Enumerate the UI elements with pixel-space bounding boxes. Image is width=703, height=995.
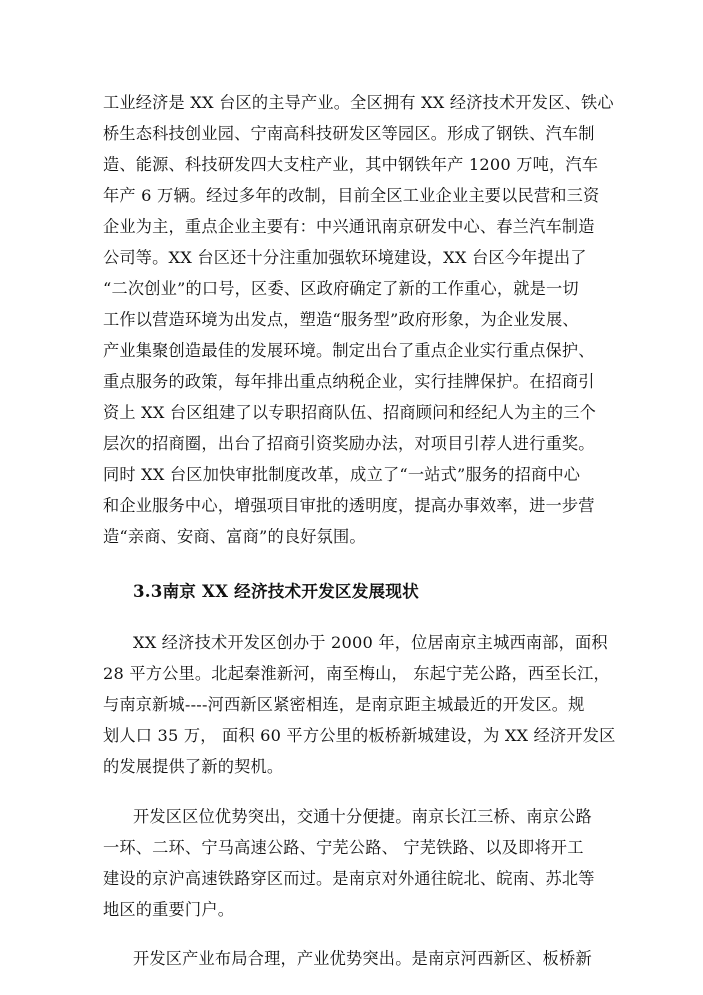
paragraph-line: 层次的招商圈，出台了招商引资奖励办法，对项目引荐人进行重奖。 bbox=[103, 434, 595, 453]
paragraph-line: 桥生态科技创业园、宁南高科技研发区等园区。形成了钢铁、汽车制 bbox=[103, 124, 595, 143]
paragraph-line: 的发展提供了新的契机。 bbox=[103, 757, 284, 776]
paragraph-line: 建设的京沪高速铁路穿区而过。是南京对外通往皖北、皖南、苏北等 bbox=[103, 869, 595, 888]
paragraph-line: XX 经济技术开发区创办于 2000 年，位居南京主城西南部，面积 bbox=[133, 633, 608, 652]
paragraph-line: 和企业服务中心，增强项目审批的透明度，提高办事效率，进一步营 bbox=[103, 496, 595, 515]
paragraph-line: 造、能源、科技研发四大支柱产业，其中钢铁年产 1200 万吨，汽车 bbox=[103, 155, 599, 174]
paragraph-line: 造“亲商、安商、富商”的良好氛围。 bbox=[103, 527, 366, 546]
section-heading: 3.3南京 XX 经济技术开发区发展现状 bbox=[133, 581, 419, 601]
paragraph-line: 产业集聚创造最佳的发展环境。制定出台了重点企业实行重点保护、 bbox=[103, 341, 595, 360]
paragraph-line: “二次创业”的口号，区委、区政府确定了新的工作重心，就是一切 bbox=[103, 279, 579, 298]
paragraph-line: 28 平方公里。北起秦淮新河，南至梅山， 东起宁芜公路，西至长江， bbox=[103, 664, 610, 683]
paragraph-line: 开发区区位优势突出，交通十分便捷。南京长江三桥、南京公路 bbox=[133, 807, 592, 826]
paragraph-line: 工作以营造环境为出发点，塑造“服务型”政府形象，为企业发展、 bbox=[103, 310, 579, 329]
paragraph-line: 公司等。XX 台区还十分注重加强软环境建设，XX 台区今年提出了 bbox=[103, 248, 587, 267]
paragraph-line: 与南京新城----河西新区紧密相连，是南京距主城最近的开发区。规 bbox=[103, 695, 585, 714]
paragraph-line: 同时 XX 台区加快审批制度改革，成立了“一站式”服务的招商中心 bbox=[103, 465, 581, 484]
paragraph-line: 开发区产业布局合理，产业优势突出。是南京河西新区、板桥新 bbox=[133, 949, 592, 968]
paragraph-line: 资上 XX 台区组建了以专职招商队伍、招商顾问和经纪人为主的三个 bbox=[103, 403, 596, 422]
paragraph-line: 划人口 35 万， 面积 60 平方公里的板桥新城建设，为 XX 经济开发区 bbox=[103, 726, 616, 745]
paragraph-line: 地区的重要门户。 bbox=[103, 900, 235, 919]
paragraph-line: 企业为主，重点企业主要有：中兴通讯南京研发中心、春兰汽车制造 bbox=[103, 217, 595, 236]
paragraph-line: 重点服务的政策，每年排出重点纳税企业，实行挂牌保护。在招商引 bbox=[103, 372, 595, 391]
paragraph-line: 年产 6 万辆。经过多年的改制，目前全区工业企业主要以民营和三资 bbox=[103, 186, 600, 205]
paragraph-line: 一环、二环、宁马高速公路、宁芜公路、 宁芜铁路、以及即将开工 bbox=[103, 838, 584, 857]
paragraph-line: 工业经济是 XX 台区的主导产业。全区拥有 XX 经济技术开发区、铁心 bbox=[103, 93, 614, 112]
